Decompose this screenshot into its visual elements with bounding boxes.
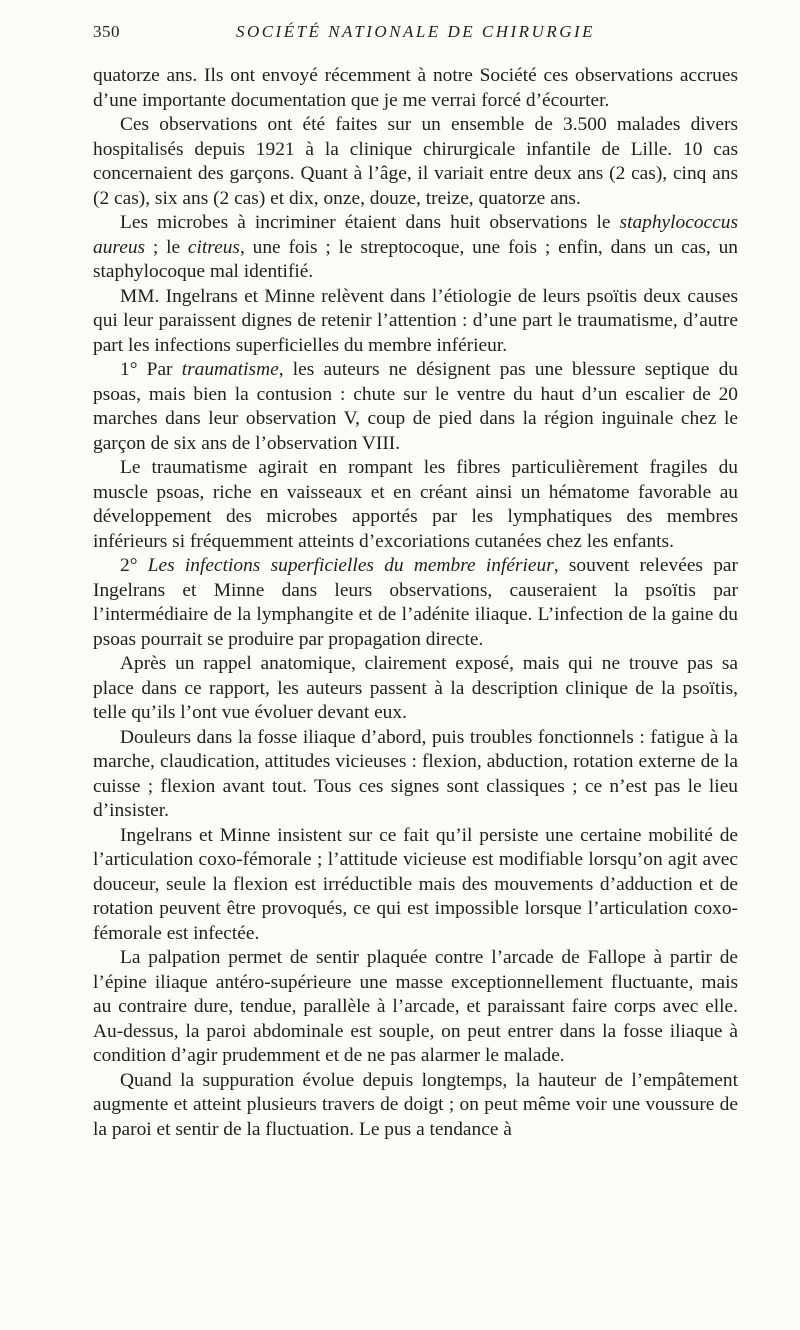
text-run: 1° Par — [120, 359, 182, 380]
paragraph — [93, 554, 738, 652]
page-header — [93, 22, 738, 46]
paragraph — [93, 824, 738, 947]
text-run: ; le — [145, 236, 188, 258]
italic-text: traumatisme — [181, 359, 279, 380]
paragraph — [93, 1069, 738, 1143]
paragraph — [93, 946, 738, 1069]
italic-text: staphylococcus aureus — [93, 212, 738, 258]
text-run: MM. Ingelrans et Minne relèvent dans l’étiologie de leurs psoïtis deux causes qui leur paraissent dignes de retenir l’attention : d’une part le traumatisme, d’autre part les infections superficielles du membre inférieur. — [93, 285, 738, 356]
paragraph — [93, 456, 738, 554]
text-run: , souvent relevées par Ingelrans et Minne dans leurs observations, causeraient la psoïtis par l’intermédiaire de la lymphangite et de l’adénite iliaque. L’infection de la gaine du psoas pourrait se produire par propagation directe. — [93, 555, 738, 650]
running-title: SOCIÉTÉ NATIONALE DE CHIRURGIE — [235, 22, 596, 41]
text-run: Le traumatisme agirait en rompant les fibres particulièrement fragiles du muscle psoas, riche en vaisseaux et en créant ainsi un hématome favorable au développement des microbes apportés par les lymphatiques des membres inférieurs si fréquemment atteints d’excoriations cutanées chez les enfants. — [93, 457, 738, 552]
italic-text: Les infections superficielles du membre inférieur — [147, 555, 554, 576]
text-run: , une fois ; le streptocoque, une fois ; enfin, dans un cas, un staphylocoque mal identifié. — [93, 236, 738, 282]
paragraph — [93, 358, 738, 456]
text-run: Après un rappel anatomique, clairement exposé, mais qui ne trouve pas sa place dans ce rapport, les auteurs passent à la description clinique de la psoïtis, telle qu’ils l’ont vue évoluer devant eux. — [93, 653, 738, 723]
text-run: Ces observations ont été faites sur un ensemble de 3.500 malades divers hospitalisés depuis 1921 à la clinique chirurgicale infantile de Lille. 10 cas concernaient des garçons. Quant à l’âge, il variait entre deux ans (2 cas), cinq ans (2 cas), six ans (2 cas) et dix, onze, douze, treize, quatorze ans. — [93, 114, 738, 209]
text-run: Ingelrans et Minne insistent sur ce fait qu’il persiste une certaine mobilité de l’articulation coxo-fémorale ; l’attitude vicieuse est modifiable lorsqu’on agit avec douceur, seule la flexion est irréductible mais des mouvements d’adduction et de rotation peuvent être provoqués, ce qui est impossible lorsque l’articulation coxo-fémorale est infectée. — [93, 824, 738, 944]
text-run: Quand la suppuration évolue depuis longtemps, la hauteur de l’empâtement augmente et atteint plusieurs travers de doigt ; on peut même voir une voussure de la paroi et sentir de la fluctuation. Le pus a tendance à — [93, 1069, 738, 1140]
text-run: Douleurs dans la fosse iliaque d’abord, puis troubles fonctionnels : fatigue à la marche, claudication, attitudes vicieuses : flexion, abduction, rotation externe de la cuisse ; flexion avant tout. Tous ces signes sont classiques ; ce n’est pas le lieu d’insister. — [93, 726, 738, 821]
paragraph — [93, 113, 738, 211]
paragraph — [93, 726, 738, 824]
text-run: Les microbes à incriminer étaient dans huit observations le — [120, 212, 620, 233]
body-text — [93, 64, 738, 1142]
text-run: 2° — [120, 555, 148, 576]
text-run: , les auteurs ne désignent pas une blessure septique du psoas, mais bien la contusion : chute sur le ventre du haut d’un escalier de 20 marches dans leur observation V, coup de pied dans la région inguinale chez le garçon de six ans de l’observation VIII. — [93, 359, 738, 454]
text-run: quatorze ans. Ils ont envoyé récemment à notre Société ces observations accrues d’une importante documentation que je me verrai forcé d’écourter. — [93, 65, 738, 111]
paragraph — [93, 285, 738, 359]
paragraph — [93, 64, 738, 113]
paragraph — [93, 211, 738, 285]
page-number: 350 — [93, 22, 120, 41]
text-run: La palpation permet de sentir plaquée contre l’arcade de Fallope à partir de l’épine iliaque antéro-supérieure une masse exceptionnellement fluctuante, mais au contraire dure, tendue, parallèle à l’arcade, et paraissant faire corps avec elle. Au-dessus, la paroi abdominale est souple, on peut entrer dans la fosse iliaque à condition d’agir prudemment et de ne pas alarmer le malade. — [93, 947, 738, 1066]
italic-text: citreus — [187, 236, 240, 258]
paragraph — [93, 652, 738, 726]
